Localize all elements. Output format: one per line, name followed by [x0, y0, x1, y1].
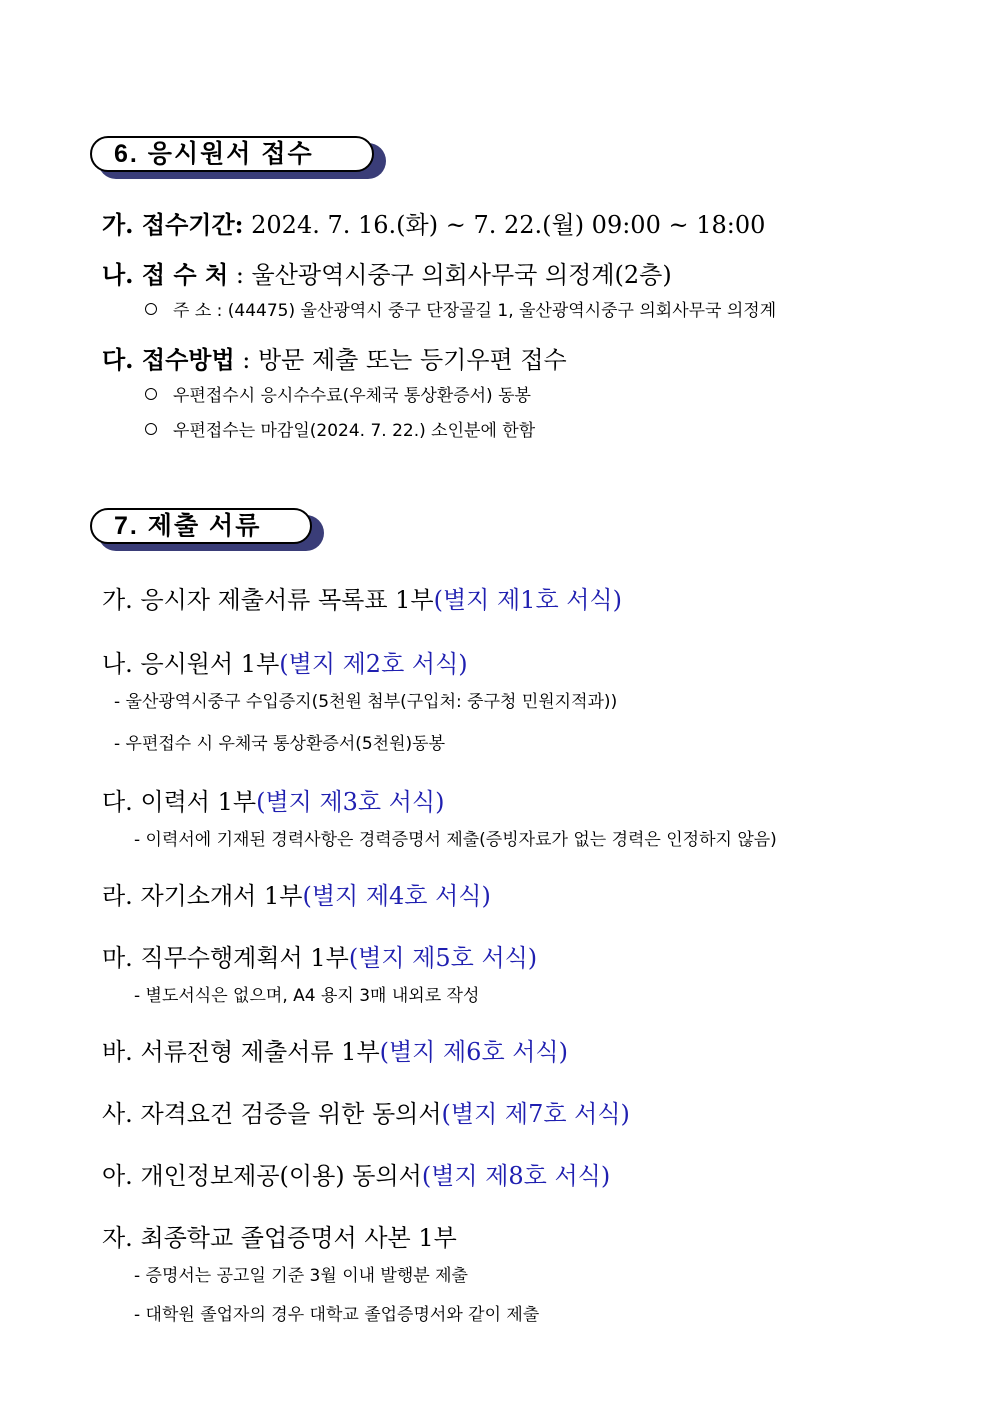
s7-da-line: 다. 이력서 1부(별지 제3호 서식)	[102, 788, 445, 816]
s7-ba-line: 바. 서류전형 제출서류 1부(별지 제6호 서식)	[102, 1038, 568, 1066]
s7-ra-line: 라. 자기소개서 1부(별지 제4호 서식)	[102, 882, 491, 910]
s7-sa-line: 사. 자격요건 검증을 위한 동의서(별지 제7호 서식)	[102, 1100, 630, 1128]
s7-ja-sub2: - 대학원 졸업자의 경우 대학교 졸업증명서와 같이 제출	[134, 1305, 540, 1325]
s7-na-line: 나. 응시원서 1부(별지 제2호 서식)	[102, 650, 468, 678]
s7-ga-line: 가. 응시자 제출서류 목록표 1부(별지 제1호 서식)	[102, 586, 622, 614]
section-7-title: 7. 제출 서류	[90, 508, 312, 544]
circle-bullet-icon	[145, 388, 157, 400]
section-6-title: 6. 응시원서 접수	[90, 136, 374, 172]
s6-da-sub1: 우편접수시 응시수수료(우체국 통상환증서) 동봉	[145, 381, 531, 406]
s7-da-sub: - 이력서에 기재된 경력사항은 경력증명서 제출(증빙자료가 없는 경력은 인정하지 않음)	[134, 830, 777, 850]
s7-ja-sub1: - 증명서는 공고일 기준 3월 이내 발행분 제출	[134, 1266, 468, 1286]
s7-a-line: 아. 개인정보제공(이용) 동의서(별지 제8호 서식)	[102, 1162, 611, 1190]
s6-ga-line: 가. 접수기간: 2024. 7. 16.(화) ~ 7. 22.(월) 09:00 ~ 18:00	[102, 210, 766, 239]
s6-na-line: 나. 접 수 처 : 울산광역시중구 의회사무국 의정계(2층)	[102, 260, 672, 289]
s7-na-sub2: - 우편접수 시 우체국 통상환증서(5천원)동봉	[114, 734, 446, 754]
s7-ja-line: 자. 최종학교 졸업증명서 사본 1부	[102, 1224, 457, 1252]
s7-na-sub1: - 울산광역시중구 수입증지(5천원 첨부(구입처: 중구청 민원지적과))	[114, 692, 618, 712]
s6-da-line: 다. 접수방법 : 방문 제출 또는 등기우편 접수	[102, 345, 567, 374]
circle-bullet-icon	[145, 423, 157, 435]
s6-da-sub2: 우편접수는 마감일(2024. 7. 22.) 소인분에 한함	[145, 416, 535, 441]
s7-ma-line: 마. 직무수행계획서 1부(별지 제5호 서식)	[102, 944, 538, 972]
s6-na-sub: 주 소 : (44475) 울산광역시 중구 단장골길 1, 울산광역시중구 의회사무국 의정계	[145, 296, 776, 321]
circle-bullet-icon	[145, 303, 157, 315]
s7-ma-sub: - 별도서식은 없으며, A4 용지 3매 내외로 작성	[134, 986, 480, 1006]
